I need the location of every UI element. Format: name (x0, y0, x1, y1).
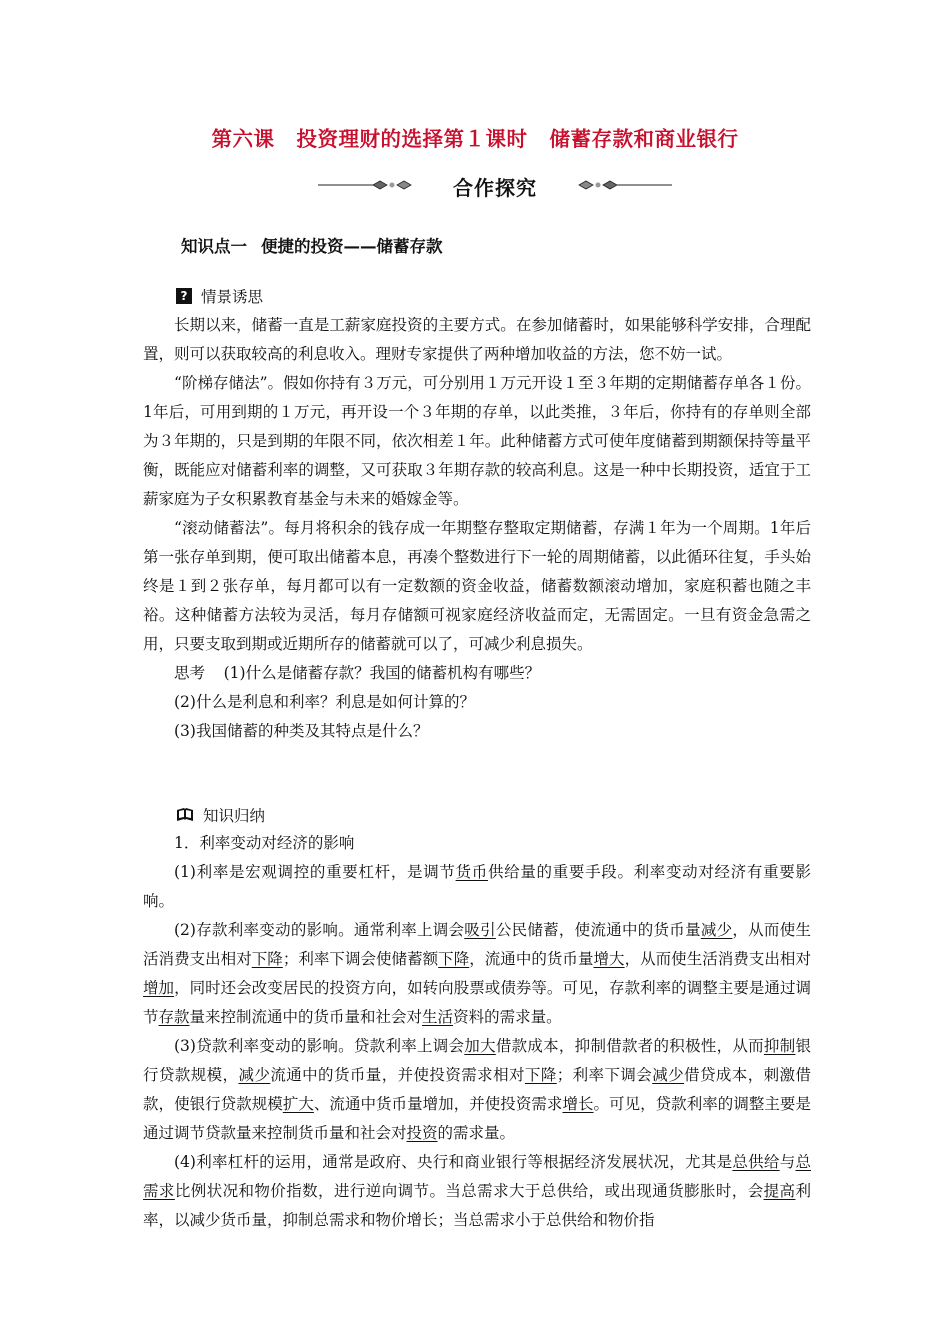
underlined-answer: 总需求 (143, 1153, 811, 1200)
lesson-title-part3: 储蓄存款和商业银行 (549, 127, 739, 151)
text-run: 供给量的重要手段。利率变动对经济有重要影响。 (143, 863, 811, 910)
scenario-paragraph-1: 长期以来，储蓄一直是工薪家庭投资的主要方式。在参加储蓄时，如果能够科学安排，合理配置，则可以获取较高的利息收入。理财专家提供了两种增加收益的方法，您不妨一试。 (143, 316, 811, 363)
think-question-1-text: (1)什么是储蓄存款？我国的储蓄机构有哪些？ (223, 664, 541, 682)
think-question-3: (3)我国储蓄的种类及其特点是什么？ (174, 722, 429, 740)
summary-paragraph-1 (143, 858, 811, 916)
knowledge-point-number: 知识点一 (181, 237, 247, 256)
scenario-content (143, 311, 811, 746)
summary-paragraph-4 (143, 1148, 811, 1235)
text-run: 资料的需求量。 (453, 1008, 562, 1026)
lesson-title-part1: 第六课 (211, 127, 275, 151)
knowledge-point-heading (181, 233, 443, 257)
scenario-paragraph-3: “滚动储蓄法”。每月将积余的钱存成一年期整存整取定期储蓄，存满１年为一个周期。1年后第一张存单到期，便可取出储蓄本息，再凑个整数进行下一轮的周期储蓄，以此循环往复，手头始终是１到２张存单，每月都可以有一定数额的资金收益，储蓄数额滚动增加，家庭积蓄也随之丰裕。这种储蓄方法较为灵活，每月存储额可视家庭经济收益而定，无需固定。一旦有资金急需之用，只要支取到期或近期所存的储蓄就可以了，可减少利息损失。 (143, 519, 811, 653)
text-run: 银行贷款规模， (143, 1037, 811, 1084)
text-run: (4)利率杠杆的运用，通常是政府、央行和商业银行等根据经济发展状况，尤其是 (174, 1153, 733, 1171)
text-run: (3)贷款利率变动的影响。贷款利率上调会 (174, 1037, 465, 1055)
text-run: 的需求量。 (437, 1124, 516, 1142)
text-run: ，从而使生活消费支出相对 (624, 950, 811, 968)
underlined-answer: 增长 (562, 1095, 594, 1113)
underlined-answer: 减少 (238, 1066, 271, 1084)
text-run: ，同时还会改变居民的投资方向，如转向股票或债券等。可见，存款利率的调整主要是通过调节 (143, 979, 811, 1026)
section-banner (318, 168, 672, 204)
underlined-answer: 存款 (158, 1008, 190, 1026)
summary-paragraph-2 (143, 916, 811, 1032)
underlined-answer: 减少 (652, 1066, 685, 1084)
text-run: 。可见，贷款利率的调整主要是通过调节贷款量来控制货币量和社会对 (143, 1095, 811, 1142)
banner-label: 合作探究 (453, 176, 537, 200)
text-run: ；利率下调会 (556, 1066, 653, 1084)
text-run: (1)利率是宏观调控的重要杠杆，是调节 (174, 863, 456, 881)
text-run: 比例状况和物价指数，进行逆向调节。当总需求大于总供给，或出现通货膨胀时，会 (174, 1182, 764, 1200)
text-run: ，流通中的货币量 (469, 950, 594, 968)
text-run: (2)存款利率变动的影响。通常利率上调会 (174, 921, 465, 939)
text-run: 借贷成本，刺激借款，使银行贷款规模 (143, 1066, 811, 1113)
text-run: 、流通中货币量增加，并使投资需求 (313, 1095, 563, 1113)
underlined-answer: 下降 (251, 950, 283, 968)
summary-content (143, 829, 811, 1235)
scenario-heading-label: 情景诱思 (201, 288, 264, 306)
underlined-answer: 加大 (464, 1037, 496, 1055)
text-run: 量来控制流通中的货币量和社会对 (189, 1008, 423, 1026)
underlined-answer: 生活 (422, 1008, 454, 1026)
lesson-title (0, 122, 950, 152)
underlined-answer: 扩大 (282, 1095, 314, 1113)
text-run: 公民储蓄，使流通中的货币量 (495, 921, 701, 939)
underlined-answer: 增加 (143, 979, 175, 997)
underlined-answer: 投资 (406, 1124, 438, 1142)
text-run: ；利率下调会使储蓄额 (282, 950, 439, 968)
summary-heading-label: 知识归纳 (203, 807, 266, 825)
text-run: ，从而使生活消费支出相对 (143, 921, 811, 968)
text-run: 与 (779, 1153, 796, 1171)
underlined-answer: 下降 (438, 950, 470, 968)
underlined-answer: 下降 (524, 1066, 557, 1084)
underlined-answer: 抑制 (763, 1037, 796, 1055)
scenario-paragraph-2: “阶梯存储法”。假如你持有３万元，可分别用１万元开设１至３年期的定期储蓄存单各１份。1年后，可用到期的１万元，再开设一个３年期的存单，以此类推，３年后，你持有的存单则全部为３年期的，只是到期的年限不同，依次相差１年。此种储蓄方式可使年度储蓄到期额保持等量平衡，既能应对储蓄利率的调整，又可获取３年期存款的较高利息。这是一种中长期投资，适宜于工薪家庭为子女积累教育基金与未来的婚嫁金等。 (143, 374, 811, 508)
summary-paragraph-3 (143, 1032, 811, 1148)
underlined-answer: 吸引 (464, 921, 496, 939)
question-icon: ? (176, 288, 192, 304)
underlined-answer: 总供给 (732, 1153, 780, 1171)
underlined-answer: 减少 (700, 921, 733, 939)
text-run: 利率，以减少货币量，抑制总需求和物价增长；当总需求小于总供给和物价指 (143, 1182, 811, 1229)
underlined-answer: 增大 (593, 950, 625, 968)
scenario-heading (176, 285, 263, 307)
book-icon (176, 807, 194, 823)
lesson-title-part2: 投资理财的选择第１课时 (296, 127, 528, 151)
summary-heading (176, 804, 265, 826)
think-label: 思考 (174, 664, 206, 682)
think-question-1 (143, 659, 811, 688)
summary-item-1-title: 1．利率变动对经济的影响 (174, 834, 355, 852)
underlined-answer: 提高 (763, 1182, 796, 1200)
think-question-2: (2)什么是利息和利率？利息是如何计算的？ (174, 693, 475, 711)
text-run: 借款成本，抑制借款者的积极性，从而 (495, 1037, 764, 1055)
text-run: 流通中的货币量，并使投资需求相对 (270, 1066, 525, 1084)
underlined-answer: 货币 (455, 863, 488, 881)
knowledge-point-topic: 便捷的投资——储蓄存款 (261, 237, 443, 256)
